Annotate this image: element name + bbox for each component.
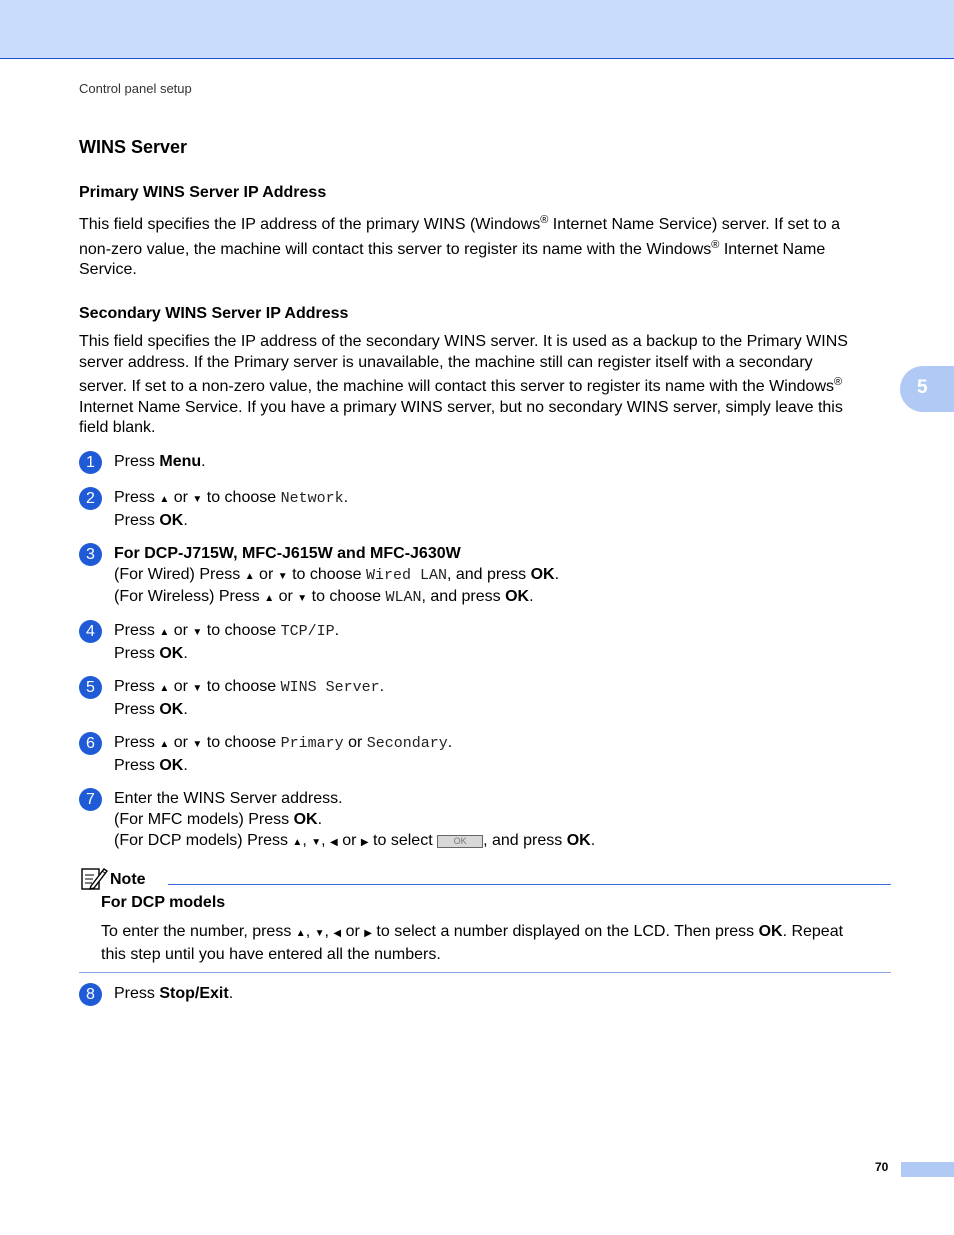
note-title: For DCP models [101, 894, 226, 911]
up-arrow-icon: ▲ [159, 494, 170, 505]
page-number-bar [901, 1162, 954, 1177]
right-arrow-icon: ▶ [360, 837, 369, 848]
page-number: 70 [875, 1160, 889, 1174]
lcd-ok-button-icon: OK [437, 835, 483, 848]
up-arrow-icon: ▲ [159, 739, 170, 750]
note-divider-bottom [79, 972, 891, 973]
step-number-8: 8 [79, 983, 102, 1006]
down-arrow-icon: ▼ [192, 683, 203, 694]
step-number-1: 1 [79, 451, 102, 474]
note-pencil-icon [81, 866, 108, 890]
left-arrow-icon: ◀ [333, 928, 342, 939]
step-number-7: 7 [79, 788, 102, 811]
down-arrow-icon: ▼ [192, 494, 203, 505]
step-number-2: 2 [79, 487, 102, 510]
secondary-heading: Secondary WINS Server IP Address [79, 305, 349, 322]
step-number-3: 3 [79, 543, 102, 566]
down-arrow-icon: ▼ [277, 570, 288, 582]
note-label: Note [110, 871, 146, 888]
note-body: To enter the number, press ▲, ▼, ◀ or ▶ to select a number displayed on the LCD. Then press OK. Repeat this step until you have entered all the numbers. [101, 923, 844, 963]
step-number-5: 5 [79, 676, 102, 699]
down-arrow-icon: ▼ [192, 739, 203, 750]
up-arrow-icon: ▲ [292, 837, 303, 848]
primary-paragraph: This field specifies the IP address of the primary WINS (Windows® Internet Name Service) server. If set to a non-zero value, the machine will contact this server to register its name with the Windows® Internet Name Service. [79, 214, 840, 278]
left-arrow-icon: ◀ [330, 837, 338, 848]
right-arrow-icon: ▶ [364, 928, 372, 939]
up-arrow-icon: ▲ [264, 593, 275, 604]
secondary-paragraph: This field specifies the IP address of the secondary WINS server. It is used as a backup to the Primary WINS server address. If the Primary server is unavailable, the machine still can register itself with a secondary server. If set to a non-zero value, the machine will contact this server to register its name with the Windows® Internet Name Service. If you have a primary WINS server, but no secondary WINS server, simply leave this field blank. [79, 333, 848, 436]
section-title: WINS Server [79, 137, 188, 157]
chapter-tab[interactable]: 5 [900, 366, 954, 412]
step-number-4: 4 [79, 620, 102, 643]
up-arrow-icon: ▲ [244, 570, 255, 582]
header-band [0, 0, 954, 59]
note-divider-top [168, 884, 891, 885]
running-head: Control panel setup [79, 81, 192, 96]
up-arrow-icon: ▲ [159, 627, 170, 638]
down-arrow-icon: ▼ [297, 593, 308, 604]
step-number-6: 6 [79, 732, 102, 755]
primary-heading: Primary WINS Server IP Address [79, 184, 327, 201]
up-arrow-icon: ▲ [295, 928, 306, 939]
up-arrow-icon: ▲ [159, 683, 170, 694]
down-arrow-icon: ▼ [192, 627, 203, 638]
down-arrow-icon: ▼ [314, 928, 325, 939]
down-arrow-icon: ▼ [311, 837, 322, 848]
